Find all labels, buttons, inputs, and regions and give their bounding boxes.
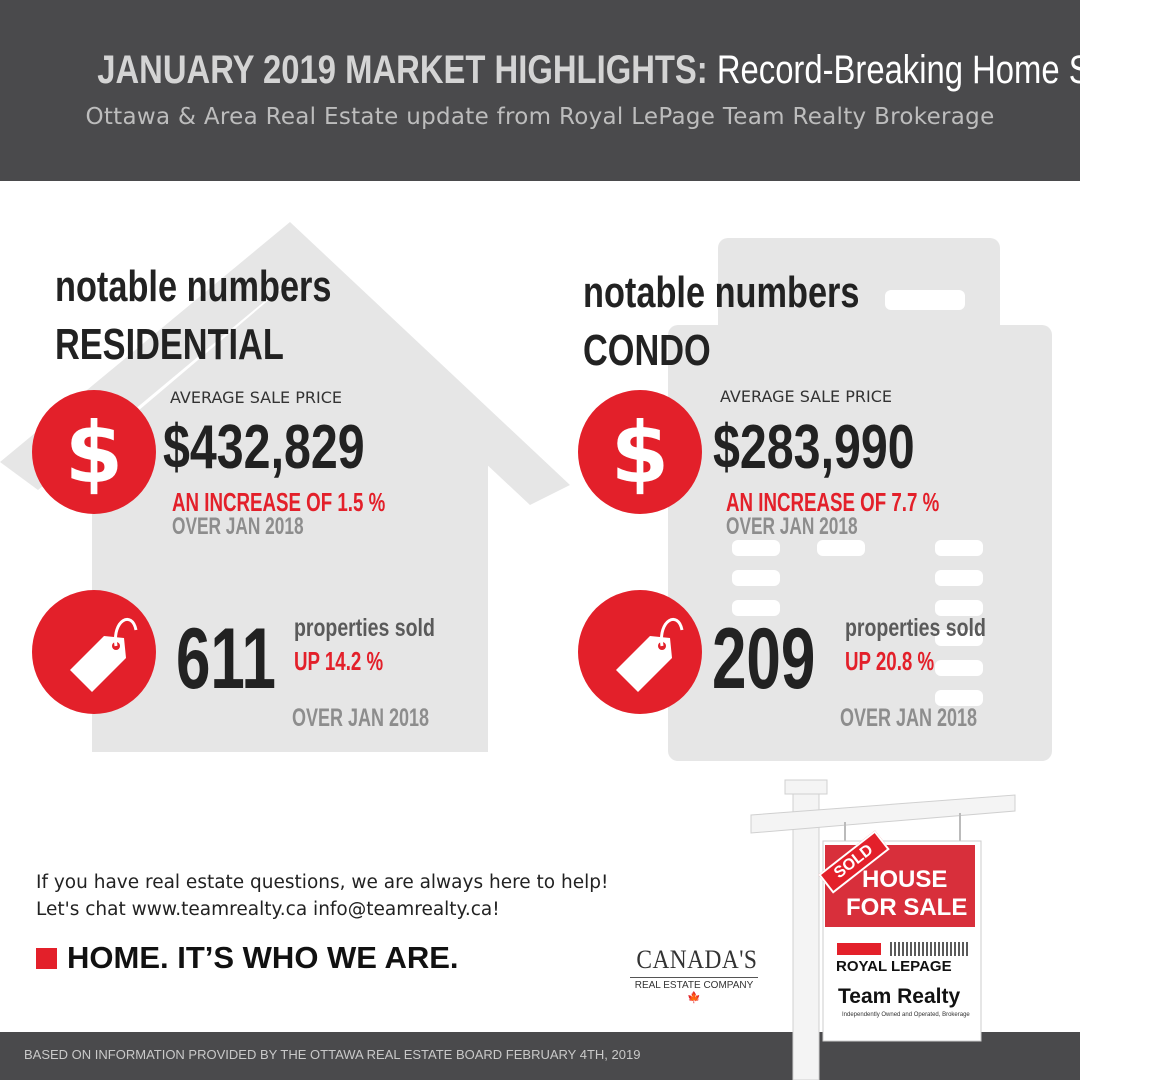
- contact-text: [36, 869, 608, 923]
- residential-avg-label: AVERAGE SALE PRICE: [170, 388, 342, 407]
- condo-increase: AN INCREASE OF 7.7 %: [726, 487, 940, 517]
- for-sale-sign-illustration: [745, 775, 1045, 1080]
- canadas-real-estate-company-logo: [630, 945, 758, 1004]
- residential-increase: AN INCREASE OF 1.5 %: [172, 487, 386, 517]
- tag-glyph: [32, 590, 156, 714]
- dollar-icon: [32, 390, 156, 514]
- condo-sold-label: properties sold: [845, 614, 986, 642]
- condo-sold-period: OVER JAN 2018: [840, 704, 978, 732]
- tagline: [36, 940, 459, 976]
- residential-sold-change: UP 14.2 %: [294, 646, 384, 676]
- condo-heading-line1: notable numbers: [583, 268, 860, 317]
- title-rest: Record-Breaking Home Sales!: [716, 48, 1160, 92]
- sign-sold-text: SOLD: [830, 841, 877, 882]
- sign-for-sale-text: FOR SALE: [846, 894, 968, 921]
- canada-logo-line2: REAL ESTATE COMPANY: [630, 977, 758, 991]
- tag-glyph: [578, 590, 702, 714]
- dollar-glyph: $: [610, 404, 670, 502]
- sign-brand-team-realty: Team Realty: [838, 985, 961, 1008]
- sign-house-text: HOUSE: [862, 866, 948, 893]
- condo-avg-label: AVERAGE SALE PRICE: [720, 387, 892, 406]
- residential-heading-line2: RESIDENTIAL: [55, 320, 284, 369]
- dollar-icon: [578, 390, 702, 514]
- price-tag-icon: [32, 590, 156, 714]
- residential-increase-period: OVER JAN 2018: [172, 513, 304, 540]
- condo-heading-line2: CONDO: [583, 326, 711, 375]
- residential-heading-line1: notable numbers: [55, 262, 332, 311]
- condo-sold-change: UP 20.8 %: [845, 646, 935, 676]
- residential-sold-count: 611: [176, 611, 276, 707]
- contact-line-1: If you have real estate questions, we are always here to help!: [36, 872, 609, 893]
- maple-leaf-icon: 🍁: [687, 992, 701, 1004]
- contact-line-2[interactable]: Let's chat www.teamrealty.ca info@teamrealty.ca!: [36, 899, 500, 920]
- residential-sold-label: properties sold: [294, 614, 435, 642]
- condo-avg-price: $283,990: [713, 413, 915, 482]
- footer-source-note: BASED ON INFORMATION PROVIDED BY THE OTTAWA REAL ESTATE BOARD FEBRUARY 4TH, 2019: [24, 1047, 641, 1062]
- canada-logo-line1: CANADA'S: [636, 945, 758, 974]
- residential-avg-price: $432,829: [163, 413, 365, 482]
- red-square-bullet: [36, 948, 57, 969]
- title-bold: JANUARY 2019 MARKET HIGHLIGHTS:: [97, 48, 708, 92]
- condo-increase-period: OVER JAN 2018: [726, 513, 858, 540]
- tagline-text: HOME. IT’S WHO WE ARE.: [67, 940, 459, 975]
- condo-sold-count: 209: [712, 611, 816, 707]
- page-subtitle: Ottawa & Area Real Estate update from Royal LePage Team Realty Brokerage: [85, 104, 995, 130]
- sign-brand-royal-lepage: ROYAL LEPAGE: [836, 958, 952, 975]
- residential-sold-period: OVER JAN 2018: [292, 704, 430, 732]
- price-tag-icon: [578, 590, 702, 714]
- dollar-glyph: $: [64, 404, 124, 502]
- sign-brand-note: Independently Owned and Operated, Brokerage: [842, 1012, 970, 1018]
